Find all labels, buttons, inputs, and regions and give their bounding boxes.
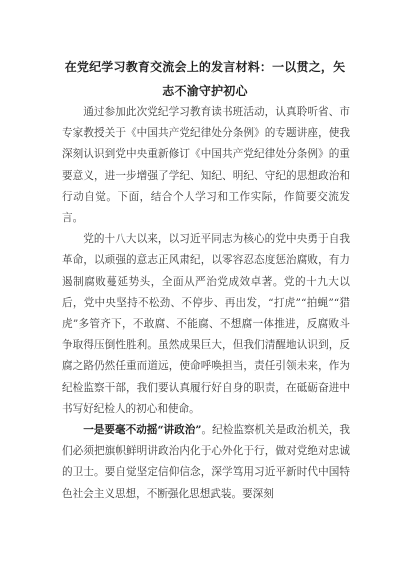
paragraph-point-one-text: 。纪检监察机关是政治机关，我们必须把旗帜鲜明讲政治内化于心外化于行，做对党绝对忠诚的卫士。要自觉坚定信仰信念，深学笃用习近平新时代中国特色社会主义思想，不断强化思想武装。要深刻 xyxy=(62,424,351,500)
document-title: 在党纪学习教育交流会上的发言材料：一以贯之，矢志不渝守护初心 xyxy=(64,60,346,98)
paragraph-background-text: 党的十八大以来，以习近平同志为核心的党中央勇于自我革命，以顽强的意志正风肃纪，以零容忍态度惩治腐败，有力遏制腐败蔓延势头，全面从严治党成效卓著。党的十九大以后，党中央坚持不松劲、不停步、再出发，“打虎”“拍蝇”“猎虎”多管齐下，不敢腐、不能腐、不想腐一体推进，反腐败斗争取得压倒性胜利。虽然成果巨大，但我们清醒地认识到，反腐之路仍然任重而道远，使命呼唤担当，责任引领未来，作为纪检监察干部，我们要认真履行好自身的职责，在砥砺奋进中书写好纪检人的初心和使命。 xyxy=(62,233,350,415)
paragraph-intro xyxy=(62,102,350,229)
document-body xyxy=(62,102,350,505)
paragraph-background xyxy=(62,229,350,420)
paragraph-point-one xyxy=(62,420,350,505)
paragraph-intro-text: 通过参加此次党纪学习教育读书班活动，认真聆听省、市专家教授关于《中国共产党纪律处分条例》的专题讲座，使我深刻认识到党中央重新修订《中国共产党纪律处分条例》的重要意义，进一步增强了学纪、知纪、明纪、守纪的思想政治和行动自觉。下面，结合个人学习和工作实际，作简要交流发言。 xyxy=(62,106,350,225)
paragraph-point-one-lead: 一是要毫不动摇“讲政治” xyxy=(83,424,202,437)
